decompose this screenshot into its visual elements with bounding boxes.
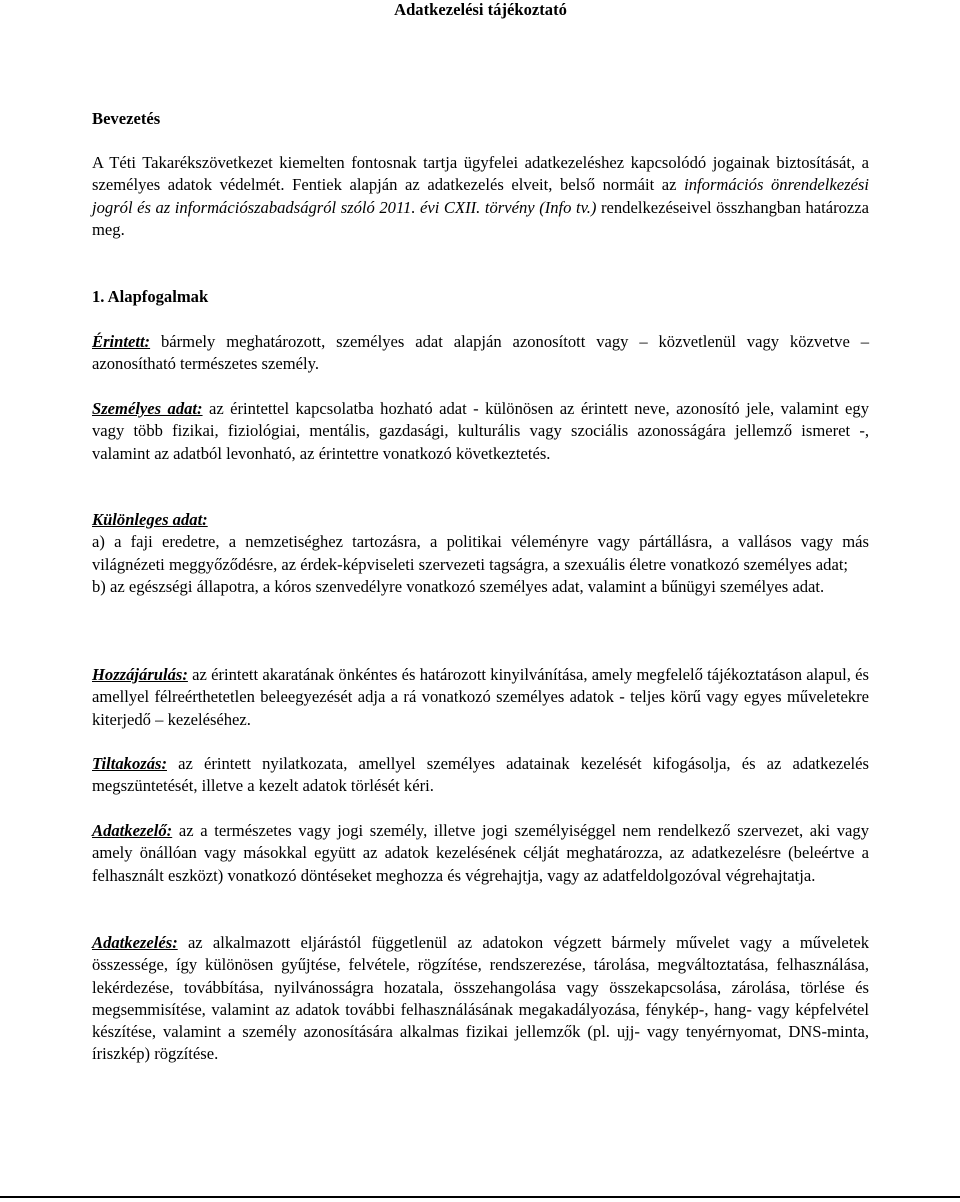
definition-paragraph (92, 664, 869, 731)
definition-paragraph (92, 331, 869, 376)
term-adatkezeles: Adatkezelés: (92, 933, 178, 952)
page-bottom-rule (0, 1196, 960, 1198)
definition-text: bármely meghatározott, személyes adat alapján azonosított vagy – közvetlenül vagy közvetve – azonosítható természetes személy. (92, 332, 869, 374)
definition-erintett (92, 331, 869, 376)
definition-text: az a természetes vagy jogi személy, illetve jogi személyiséggel nem rendelkező szervezet, aki vagy amely önállóan vagy másokkal együtt az adatok kezelésének célját meghatározza, az adatkezelésre (beleértve a felhasznált eszközt) vonatkozó döntéseket meghozza és végrehajtja, vagy az adatfeldolgozóval végrehajtatja. (92, 821, 869, 885)
term-szemelyes-adat: Személyes adat: (92, 399, 203, 418)
definition-term-line (92, 509, 869, 531)
intro-law-reference: információs önrendelkezési jogról és az információszabadságról szóló 2011. évi CXII. törvény (Info tv.) (92, 175, 870, 217)
intro-paragraph (92, 152, 869, 241)
definition-paragraph (92, 753, 869, 798)
definition-text: az érintettel kapcsolatba hozható adat - különösen az érintett neve, azonosító jele, valamint egy vagy több fizikai, fiziológiai, mentális, gazdasági, kulturális vagy szociális azonosságára jellemző ismeret -, valamint az adatból levonható, az érintettre vonatkozó következtetés. (92, 399, 869, 463)
definition-paragraph (92, 932, 869, 1066)
definition-adatkezelo (92, 820, 869, 887)
document-title: Adatkezelési tájékoztató (394, 0, 567, 19)
definition-szemelyes-adat (92, 398, 869, 465)
term-adatkezelo: Adatkezelő: (92, 821, 173, 840)
term-kulonleges-adat: Különleges adat: (92, 510, 208, 529)
term-hozzajarulas: Hozzájárulás: (92, 665, 188, 684)
intro-paragraph-block (92, 152, 869, 241)
definition-hozzajarulas (92, 664, 869, 731)
definition-item-b: b) az egészségi állapotra, a kóros szenvedélyre vonatkozó személyes adat, valamint a bűnügyi személyes adat. (92, 576, 825, 596)
section-1-heading: 1. Alapfogalmak (92, 287, 209, 306)
definition-adatkezeles (92, 932, 869, 1066)
intro-section (92, 108, 869, 130)
section-1 (92, 286, 869, 308)
intro-text-b: rendelkezéseivel összhangban határozza meg. (92, 197, 870, 239)
definition-paragraph (92, 398, 869, 465)
term-erintett: Érintett: (92, 332, 151, 351)
definition-kulonleges-adat (92, 509, 869, 598)
intro-heading: Bevezetés (92, 109, 161, 128)
definition-text: az érintett nyilatkozata, amellyel személyes adatainak kezelését kifogásolja, és az adatkezelés megszüntetését, illetve a kezelt adatok törlését kéri. (92, 754, 869, 796)
term-tiltakozas: Tiltakozás: (92, 754, 167, 773)
definition-paragraph (92, 820, 869, 887)
definition-tiltakozas (92, 753, 869, 798)
intro-text-a: A Téti Takarékszövetkezet kiemelten fontosnak tartja ügyfelei adatkezeléshez kapcsolódó jogainak biztosítását, a személyes adatok védelmét. Fentiek alapján az adatkezelés elveit, belső normáit az (92, 153, 869, 195)
definition-text: az érintett akaratának önkéntes és határozott kinyilvánítása, amely megfelelő tájékoztatáson alapul, és amellyel félreérthetetlen beleegyezését adja a rá vonatkozó személyes adatok - teljes körű vagy egyes műveletekre kiterjedő – kezeléséhez. (92, 665, 869, 729)
definition-text: az alkalmazott eljárástól függetlenül az adatokon végzett bármely művelet vagy a műveletek összessége, így különösen gyűjtése, felvétele, rögzítése, rendszerezése, tárolása, megváltoztatása, felhasználása, lekérdezése, továbbítása, nyilvánosságra hozatala, összehangolása vagy összekapcsolása, zárolása, törlése és megsemmisítése, valamint az adatok további felhasználásának megakadályozása, fénykép-, hang- vagy képfelvétel készítése, valamint a személy azonosítására alkalmas fizikai jellemzők (pl. ujj- vagy tenyérnyomat, DNS-minta, íriszkép) rögzítése. (92, 933, 869, 1064)
definition-item-a: a) a faji eredetre, a nemzetiséghez tartozásra, a politikai véleményre vagy pártállásra, a vallásos vagy más világnézeti meggyőződésre, az érdek-képviseleti szervezeti tagságra, a szexuális életre vonatkozó személyes adat; (92, 532, 869, 574)
